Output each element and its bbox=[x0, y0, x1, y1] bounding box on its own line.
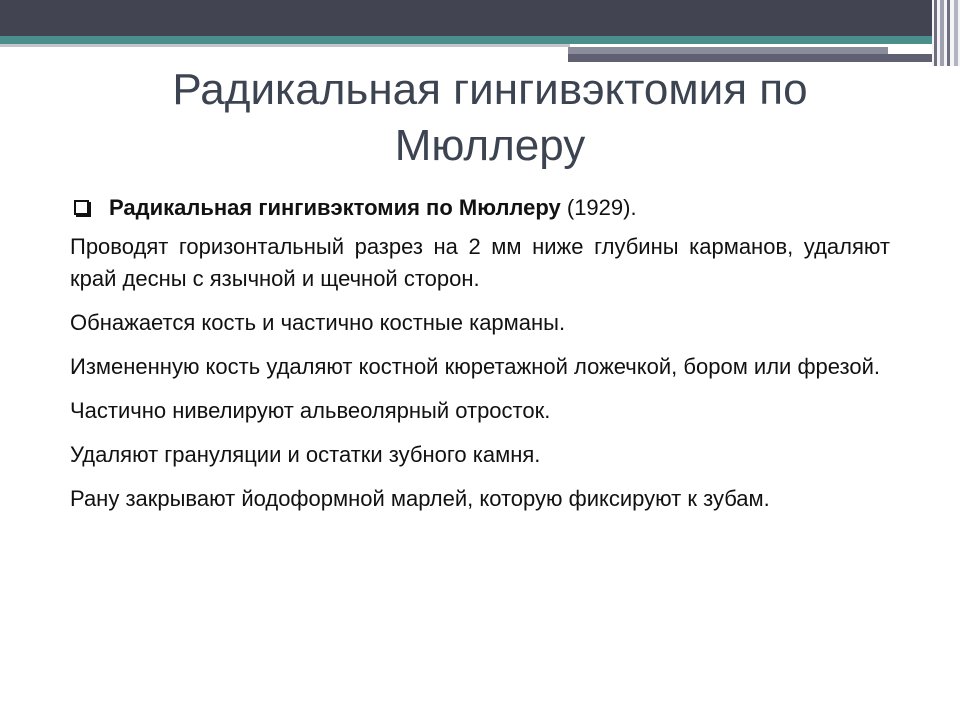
header-dark-bar bbox=[0, 0, 932, 36]
paragraph: Частично нивелируют альвеолярный отросток. bbox=[70, 398, 551, 423]
slide-title: Радикальная гингивэктомия по Мюллеру bbox=[172, 65, 808, 170]
header-corner-stripes bbox=[932, 0, 960, 66]
header-teal-bar bbox=[0, 36, 932, 44]
corner-stripe bbox=[934, 0, 937, 66]
corner-stripe bbox=[954, 0, 958, 66]
slide-body bbox=[70, 192, 890, 527]
bullet-year-text: (1929). bbox=[560, 195, 637, 220]
corner-stripe bbox=[947, 0, 950, 66]
paragraph: Измененную кость удаляют костной кюретажной ложечкой, бором или фрезой. bbox=[70, 354, 881, 379]
paragraph: Обнажается кость и частично костные карманы. bbox=[70, 310, 566, 335]
square-bullet-icon bbox=[74, 200, 89, 215]
paragraph: Рану закрывают йодоформной марлей, которую фиксируют к зубам. bbox=[70, 486, 770, 511]
header-shadow-bar bbox=[0, 44, 570, 47]
corner-stripe bbox=[940, 0, 944, 66]
header-accent-bar-dark bbox=[568, 54, 944, 62]
paragraph: Удаляют грануляции и остатки зубного камня. bbox=[70, 442, 541, 467]
bullet-item bbox=[70, 192, 890, 224]
paragraph: Проводят горизонтальный разрез на 2 мм ниже глубины карманов, удаляют край десны с язычной и щечной сторон. bbox=[70, 234, 890, 291]
bullet-bold-text: Радикальная гингивэктомия по Мюллеру bbox=[109, 195, 561, 220]
header-accent-bar-light bbox=[568, 47, 888, 54]
bullet-text bbox=[109, 192, 637, 224]
